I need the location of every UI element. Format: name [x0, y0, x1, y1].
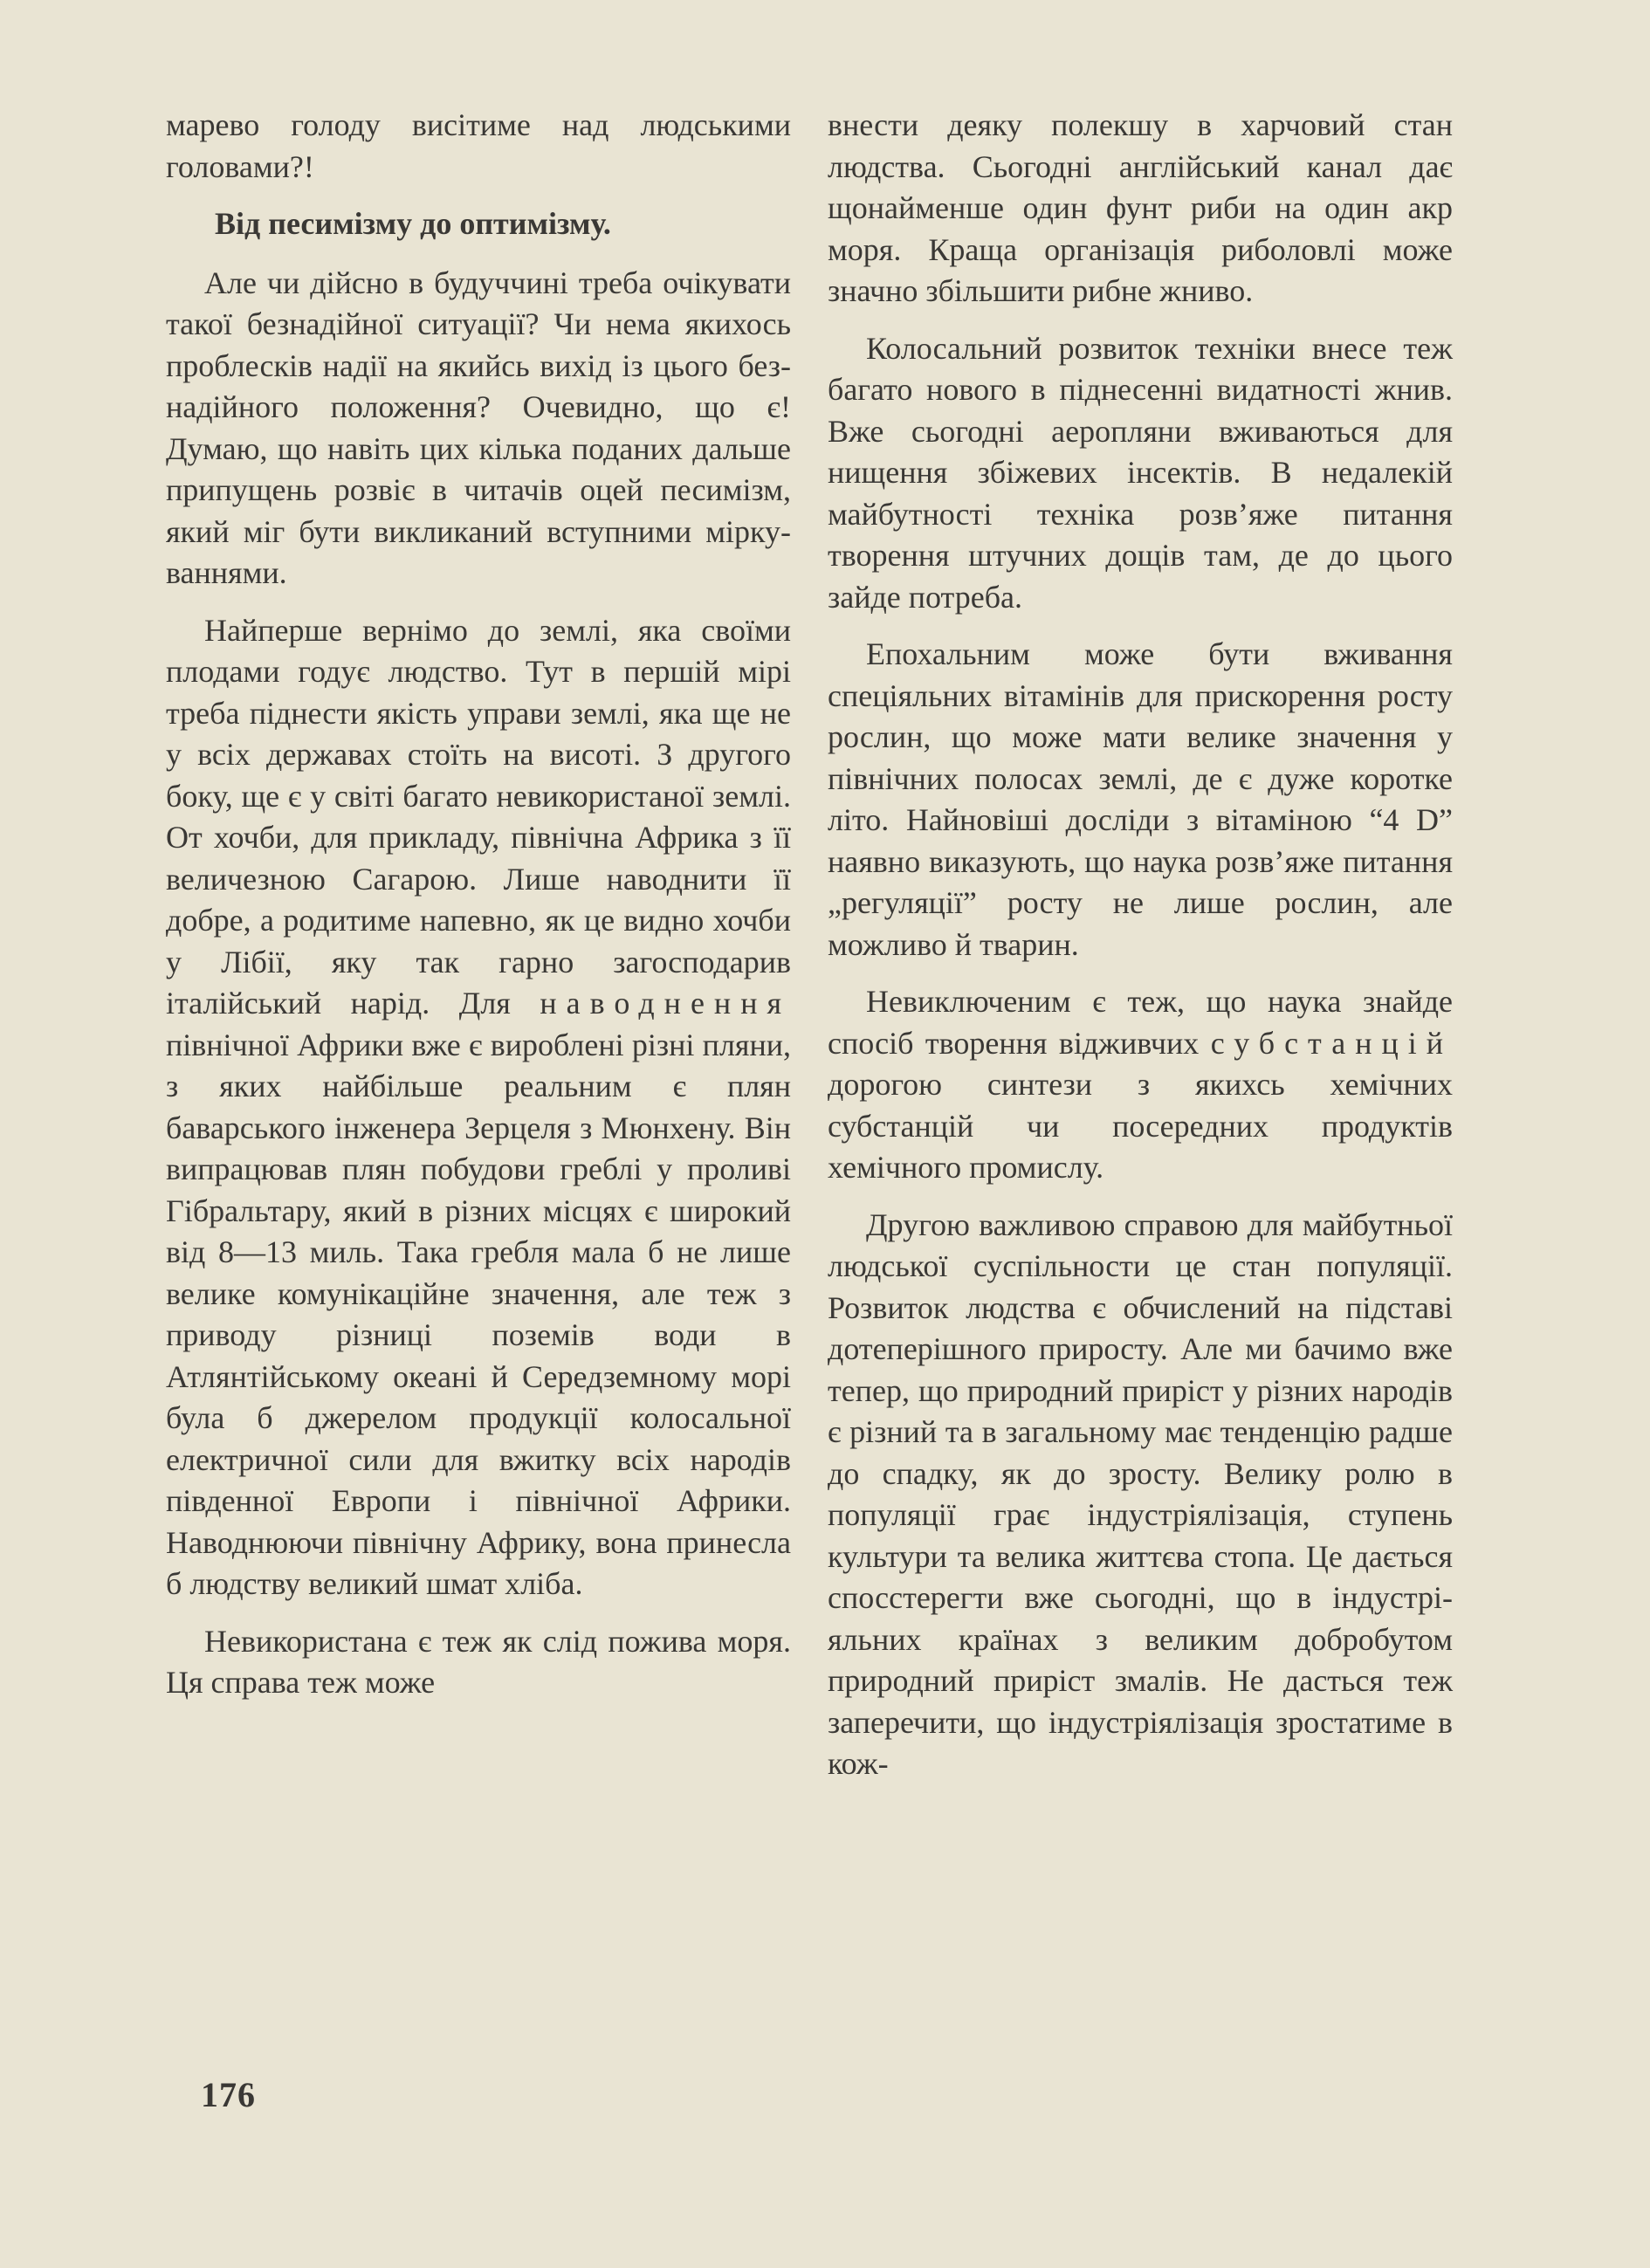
paragraph: Колосальний розвиток техніки внесе теж багато нового в піднесенні видатності жнив. Вже сьогодні аеропляни вживаються для нищення збіжевих інсектів. В недалекій майбутності техніка розв’яже питання творення штучних дощів там, де до цього зайде потреба.	[828, 330, 1453, 615]
emphasized-word: субстанцій	[1210, 1025, 1453, 1061]
left-column	[166, 105, 791, 1720]
section-heading: Від песимізму до оптимізму.	[215, 206, 611, 241]
paragraph: Невикористана є теж як слід пожива моря. Ця справа теж може	[166, 1623, 791, 1700]
paragraph-text: Найперше вернімо до землі, яка своїми плодами годує людство. Тут в першій мірі треба піднести якість управи землі, яка ще не у всіх державах стоїть на висоті. З другого боку, ще є у світі багато невикористаної землі. От хочби, для прикладу, північна Африка з її величезною Сагарою. Лише наводнити її добре, а родитиме напевно, як це видно хочби у Лібії, яку так гарно загосподарив італійський нарід. Для	[166, 612, 791, 1021]
paragraph: Епохальним може бути вживання спеціяльних вітамінів для прискорення росту рослин, що може мати велике значення у північних полосах землі, де є дуже коротке літо. Найновіші досліди з вітаміною “4 D” наявно виказують, що наука розв’яже питання „регуляції” росту не лише рослин, але можливо й тварин.	[828, 636, 1453, 962]
paragraph-text: північної Африки вже є вироблені різні пляни, з яких найбільше реальним є плян баварського інженера Зерцеля з Мюнхену. Він випрацював плян побудови греблі у проливі Гібральтару, який в різних місцях є широкий від 8—13 миль. Така гребля мала б не лише велике комунікаційне значення, але теж з приводу різниці поземів води в Атлянтійському океані й Середземному морі була б джерелом продукції колосальної електричної сили для вжитку всіх народів південної Европи і північної Африки. Наводнюючи північну Африку, вона принесла б людству великий шмат хліба.	[166, 1027, 791, 1601]
emphasized-word: наводнення	[540, 986, 792, 1021]
paragraph-text: Невиключеним є теж, що наука знайде спосіб творення відживчих	[828, 984, 1453, 1061]
paragraph: Але чи дійсно в будуччині треба очікувати такої безнадійної ситуації? Чи нема якихось проблесків надії на якийсь вихід із цього безнадійного положення? Очевидно, що є! Думаю, що навіть цих кілька поданих дальше припущень розвіє в читачів оцей песимізм, який міг бути викликаний вступними міркуваннями.	[166, 265, 791, 590]
page-number: 176	[201, 2075, 256, 2114]
paragraph: внести деяку полекшу в харчовий стан людства. Сьогодні англійський канал дає щонайменше один фунт риби на один акр моря. Краща організація риболовлі може значно збільшити рибне жниво.	[828, 107, 1453, 308]
paragraph	[828, 981, 1453, 1189]
paragraph: Другою важливою справою для майбутньої людської суспільности це стан популяції. Розвиток людства є обчислений на підставі дотеперішного приросту. Але ми бачимо вже тепер, що природний приріст у різних народів є різний та в загальному має тенденцію радше до спадку, як до зросту. Велику ролю в популяції грає індустріялізація, ступень культури та велика життєва стопа. Це дається спосстерегти вже сьогодні, що в індустріяльних країнах з великим добробутом природний приріст змалів. Не дасться теж заперечити, що індустріялізація зростатиме в кож-	[828, 1206, 1453, 1781]
paragraph: марево голоду висітиме над людськими головами?!	[166, 107, 791, 184]
paragraph-text: дорогою синтези з якихсь хемічних субстанцій чи посередних продуктів хемічного промислу.	[828, 1067, 1453, 1185]
right-column	[828, 105, 1453, 1801]
paragraph	[166, 610, 791, 1605]
